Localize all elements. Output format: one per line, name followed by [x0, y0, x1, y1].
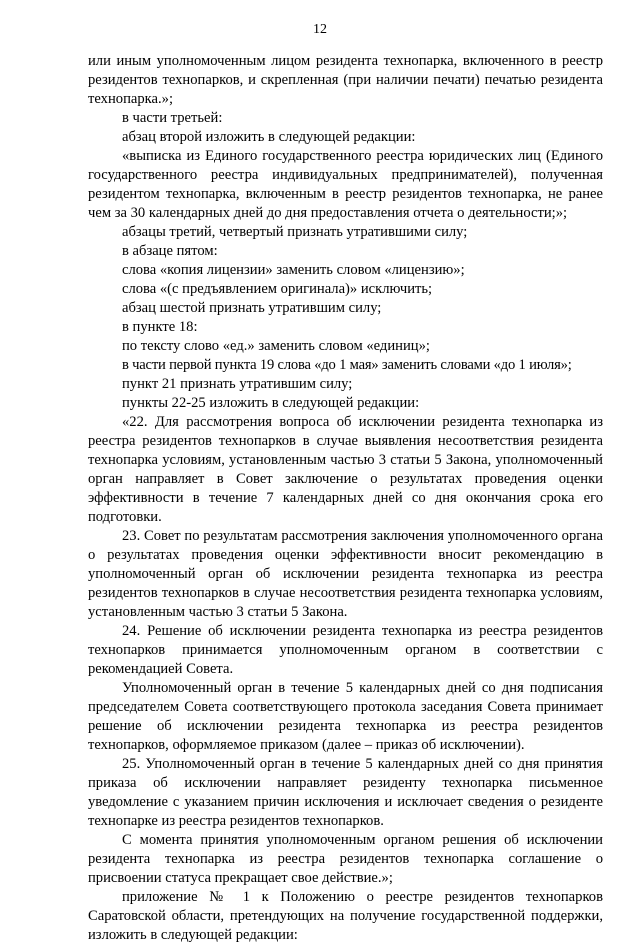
paragraph: пункты 22-25 изложить в следующей редакции: [122, 395, 420, 411]
paragraph: пункт 21 признать утратившим силу; [122, 376, 353, 392]
paragraph: слова «(с предъявлением оригинала)» исключить; [122, 281, 433, 297]
paragraph: слова «копия лицензии» заменить словом «лицензию»; [122, 262, 465, 278]
paragraph: «22. Для рассмотрения вопроса об исключении резидента технопарка из реестра резидентов технопарков в случае выявления несоответствия резидента технопарка условиям, установленным частью 3 статьи 5 Закона, уполномоченный орган направляет в Совет заключение о результатах проведения оценки эффективности в течение 7 календарных дней со дня окончания срока его подготовки. [88, 414, 603, 525]
page-number: 12 [313, 22, 327, 37]
paragraph: 24. Решение об исключении резидента технопарка из реестра резидентов технопарков принимается уполномоченным органом в соответствии с рекомендацией Совета. [88, 623, 603, 677]
paragraph: или иным уполномоченным лицом резидента технопарка, включенного в реестр резидентов технопарков, и скрепленная (при наличии печати) печатью резидента технопарка.»; [88, 53, 603, 107]
paragraph: 23. Совет по результатам рассмотрения заключения уполномоченного органа о результатах проведения оценки эффективности вносит рекомендацию в уполномоченный орган об исключении резидента технопарка из реестра резидентов технопарков в случае несоответствия резидента технопарка условиям, установленным частью 3 статьи 5 Закона. [88, 528, 603, 620]
paragraph: по тексту слово «ед.» заменить словом «единиц»; [122, 338, 430, 354]
paragraph: «выписка из Единого государственного реестра юридических лиц (Единого государственного реестра индивидуальных предпринимателей), полученная резидентом технопарка, включенным в реестр резидентов технопарка, не ранее чем за 30 календарных дней до дня предоставления отчета о деятельности;»; [88, 148, 603, 221]
paragraph: 25. Уполномоченный орган в течение 5 календарных дней со дня принятия приказа об исключении направляет резиденту технопарка письменное уведомление с указанием причин исключения и исключает сведения о резиденте технопарке из реестра резидентов технопарков. [88, 756, 603, 829]
paragraph: абзацы третий, четвертый признать утратившими силу; [122, 224, 468, 240]
paragraph: в пункте 18: [122, 319, 198, 335]
paragraph: абзац шестой признать утратившим силу; [122, 300, 382, 316]
paragraph: в части первой пункта 19 слова «до 1 мая» заменить словами «до 1 июля»; [122, 357, 572, 373]
paragraph: Уполномоченный орган в течение 5 календарных дней со дня подписания председателем Совета соответствующего протокола заседания Совета принимает решение об исключении резидента технопарка из реестра резидентов технопарков, оформляемое приказом (далее – приказ об исключении). [88, 680, 603, 753]
paragraph: приложение № 1 к Положению о реестре резидентов технопарков Саратовской области, претендующих на получение государственной поддержки, изложить в следующей редакции: [88, 889, 603, 943]
paragraph: С момента принятия уполномоченным органом решения об исключении резидента технопарка из реестра резидентов технопарка соглашение о присвоении статуса прекращает свое действие.»; [88, 832, 603, 886]
paragraph: в абзаце пятом: [122, 243, 218, 259]
paragraph: в части третьей: [122, 110, 223, 126]
document-body [88, 52, 603, 945]
paragraph: абзац второй изложить в следующей редакции: [122, 129, 416, 145]
